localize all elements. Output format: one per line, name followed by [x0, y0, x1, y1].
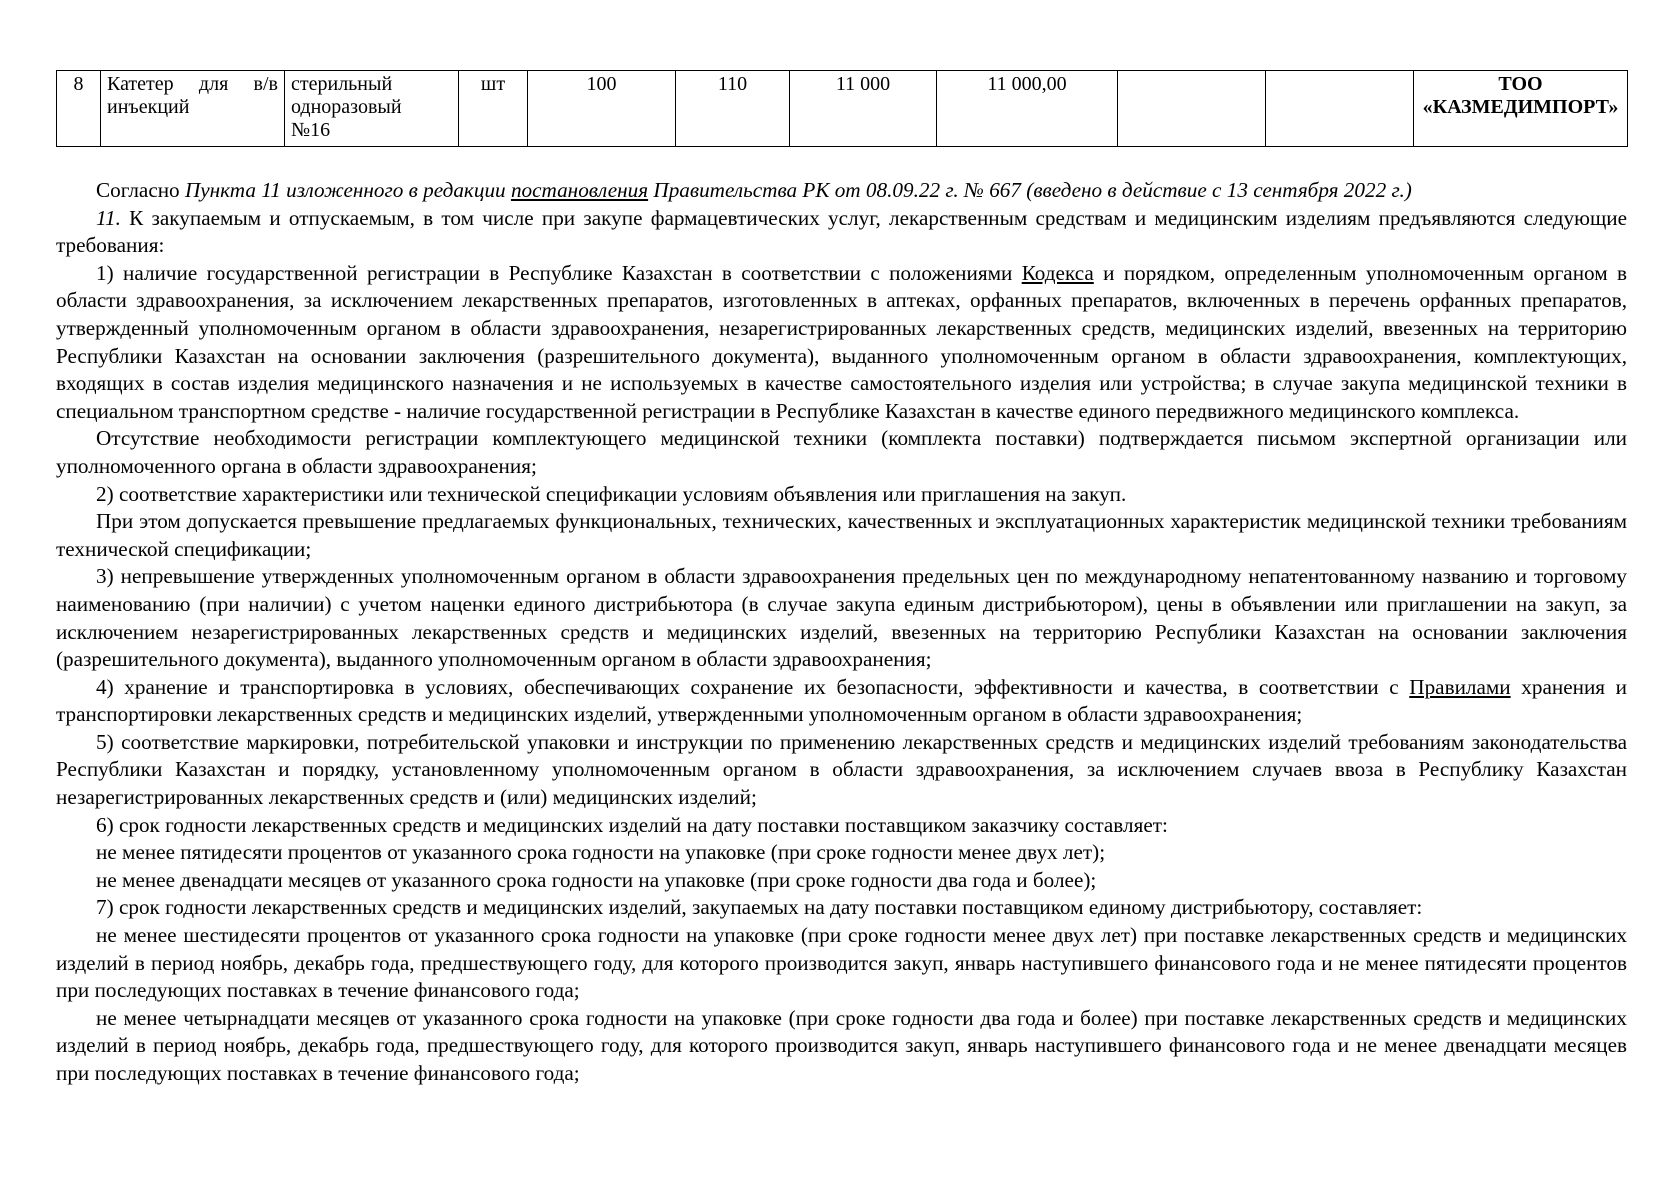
paragraph-3: 3) непревышение утвержденных уполномоченным органом в области здравоохранения предельных цен по международному непатентованному названию и торговому наименованию (при наличии) с учетом наценки единого дистрибьютора (в случае закупа единым дистрибьютором), цены в объявлении или приглашении на закуп, за исключением незарегистрированных лекарственных средств и медицинских изделий, ввезенных на территорию Республики Казахстан на основании заключения (разрешительного документа), выданного уполномоченным органом в области здравоохранения; [56, 564, 1627, 672]
decree-link[interactable]: постановления [510, 178, 649, 202]
paragraph-7a: не менее шестидесяти процентов от указанного срока годности на упаковке (при сроке годности менее двух лет) при поставке лекарственных средств и медицинских изделий в период ноябрь, декабрь года, предшествующего году, для которого производится закуп, январь наступившего финансового года и не менее пятидесяти процентов при последующих поставках в течение финансового года; [56, 923, 1627, 1003]
desc-line: №16 [291, 119, 331, 141]
paragraph-6a: не менее пятидесяти процентов от указанного срока годности на упаковке (при сроке годности менее двух лет); [96, 840, 1106, 865]
desc-line: одноразовый [291, 96, 402, 118]
paragraph-6b: не менее двенадцати месяцев от указанного срока годности на упаковке (при сроке годности два года и более); [96, 867, 1097, 892]
document-page [56, 70, 1627, 1088]
supplier-line: ТОО [1498, 73, 1543, 95]
paragraph-text: К закупаемым и отпускаемым, в том числе при закупе фармацевтических услуг, лекарственным средствам и медицинским изделиям предъявляются следующие требования: [56, 205, 1627, 258]
paragraph-1b: Отсутствие необходимости регистрации комплектующего медицинской техники (комплекта поставки) подтверждается письмом экспертной организации или уполномоченного органа в области здравоохранения; [56, 426, 1627, 478]
cell-empty [1118, 71, 1266, 147]
desc-line: стерильный [291, 73, 393, 95]
paragraph-2b: При этом допускается превышение предлагаемых функциональных, технических, качественных и эксплуатационных характеристик медицинской техники требованиям технической спецификации; [56, 509, 1627, 561]
paragraph-text: 1) наличие государственной регистрации в Республике Казахстан в соответствии с положениями [96, 260, 1022, 285]
cell-description [285, 71, 459, 147]
code-link[interactable]: Кодекса [1021, 260, 1094, 285]
cell-supplier [1414, 71, 1628, 147]
cell-name: Катетер для в/в инъекций [101, 71, 285, 147]
document-body [56, 177, 1627, 1088]
table-row [57, 71, 1628, 147]
cell-sum: 11 000 [790, 71, 937, 147]
intro-paragraph [56, 177, 1627, 205]
paragraph-text: и порядком, определенным уполномоченным органом в области здравоохранения, за исключением лекарственных препаратов, изготовленных в аптеках, орфанных препаратов, включенных в перечень орфанных препаратов, утвержденный уполномоченным органом в области здравоохранения, незарегистрированных лекарственных средств, медицинских изделий, ввезенных на территорию Республики Казахстан на основании заключения (разрешительного документа), выданного уполномоченным органом в области здравоохранения, комплектующих, входящих в состав изделия медицинского назначения и не используемых в качестве самостоятельного изделия или устройства; в случае закупа медицинской техники в специальном транспортном средстве - наличие государственной регистрации в Республике Казахстан в качестве единого передвижного медицинского комплекса. [56, 260, 1627, 423]
paragraph-7: 7) срок годности лекарственных средств и медицинских изделий, закупаемых на дату поставки поставщиком единому дистрибьютору, составляет: [96, 895, 1423, 920]
paragraph-5: 5) соответствие маркировки, потребительской упаковки и инструкции по применению лекарственных средств и медицинских изделий требованиям законодательства Республики Казахстан и порядку, установленному уполномоченным органом в области здравоохранения, за исключением случаев ввоза в Республику Казахстан незарегистрированных лекарственных средств и (или) медицинских изделий; [56, 729, 1627, 810]
paragraph-number: 11. [96, 205, 121, 230]
paragraph-11 [56, 205, 1627, 260]
rules-link[interactable]: Правилами [1409, 674, 1511, 699]
cell-num: 8 [57, 71, 101, 147]
paragraph-4 [56, 674, 1627, 729]
intro-italic: Правительства РК от 08.09.22 г. № 667 (введено в действие с 13 сентября 2022 г.) [648, 178, 1412, 202]
cell-offer-sum: 11 000,00 [937, 71, 1118, 147]
intro-italic: Пункта 11 изложенного в редакции [184, 178, 511, 202]
paragraph-1 [56, 260, 1627, 426]
paragraph-7b: не менее четырнадцати месяцев от указанного срока годности на упаковке (при сроке годности два года и более) при поставке лекарственных средств и медицинских изделий в период ноябрь, декабрь года, предшествующего году, для которого производится закуп, январь наступившего финансового года и не менее двенадцати месяцев при последующих поставках в течение финансового года; [56, 1005, 1627, 1085]
paragraph-text: хранения и транспортировки лекарственных средств и медицинских изделий, утвержденными уполномоченным органом в области здравоохранения; [56, 674, 1627, 727]
cell-price: 110 [676, 71, 790, 147]
intro-prefix: Согласно [96, 178, 185, 202]
cell-quantity: 100 [528, 71, 676, 147]
paragraph-text: 4) хранение и транспортировка в условиях, обеспечивающих сохранение их безопасности, эффективности и качества, в соответствии с [96, 674, 1410, 699]
cell-unit: шт [459, 71, 528, 147]
cell-empty [1266, 71, 1414, 147]
items-table [56, 70, 1628, 147]
supplier-line: «КАЗМЕДИМПОРТ» [1422, 96, 1619, 118]
paragraph-2: 2) соответствие характеристики или технической спецификации условиям объявления или приглашения на закуп. [96, 481, 1127, 506]
paragraph-6: 6) срок годности лекарственных средств и медицинских изделий на дату поставки поставщиком заказчику составляет: [96, 812, 1168, 837]
